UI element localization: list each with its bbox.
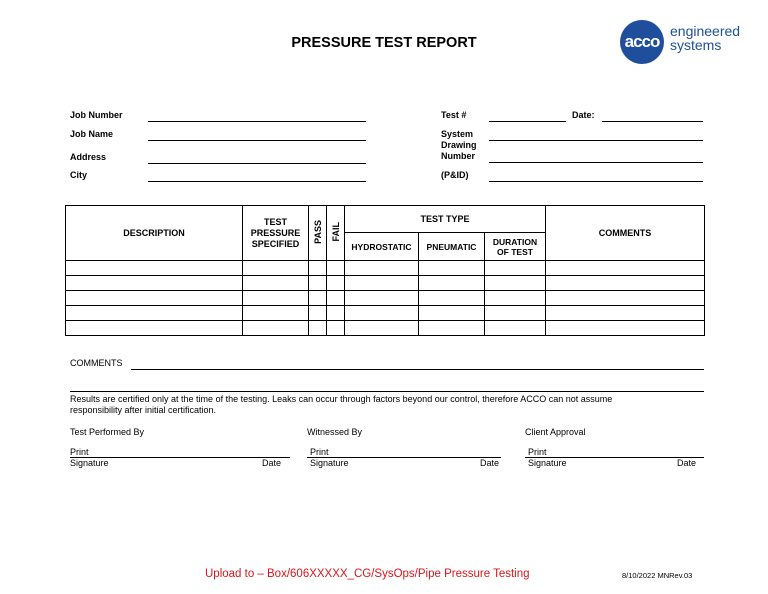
- address-field[interactable]: [148, 163, 366, 164]
- pass-label: PASS: [312, 220, 323, 244]
- signature-label-2: Signature: [310, 458, 349, 468]
- table-row: [66, 261, 705, 276]
- logo-mark: acco: [620, 20, 664, 64]
- test-number-label: Test #: [441, 110, 467, 120]
- table-row: [66, 321, 705, 336]
- comments-field-1[interactable]: [131, 369, 704, 370]
- col-test-pressure: [243, 206, 309, 261]
- system-label-line-1: System: [441, 129, 474, 139]
- col-hydrostatic: HYDROSTATIC: [345, 233, 419, 261]
- duration-line-1: DURATION: [492, 236, 538, 247]
- col-test-type: TEST TYPE: [345, 206, 546, 233]
- print-label-1: Print: [70, 447, 89, 457]
- print-label-3: Print: [528, 447, 547, 457]
- date-label-2: Date: [480, 458, 500, 468]
- col-description: DESCRIPTION: [66, 206, 243, 261]
- fail-label: FAIL: [330, 222, 341, 242]
- col-fail: [327, 206, 345, 261]
- col-duration: [485, 233, 546, 261]
- job-name-label: Job Name: [70, 129, 114, 139]
- page-title: PRESSURE TEST REPORT: [291, 35, 477, 51]
- logo-line-2: systems: [670, 37, 722, 53]
- disclaimer-line-1: Results are certified only at the time of the testing. Leaks can occur through factors beyond our control, therefore ACCO can not assume: [70, 394, 613, 404]
- test-pressure-line-1: TEST: [263, 216, 287, 227]
- signature-label-1: Signature: [70, 458, 109, 468]
- col-pass: [309, 206, 327, 261]
- date-label-1: Date: [262, 458, 282, 468]
- city-field[interactable]: [148, 181, 366, 182]
- print-label-2: Print: [310, 447, 329, 457]
- system-label-line-2: Drawing: [441, 140, 477, 150]
- pid-field[interactable]: [489, 181, 703, 182]
- comments-label: COMMENTS: [70, 358, 123, 368]
- test-pressure-line-3: SPECIFIED: [251, 238, 300, 249]
- table-row: [66, 291, 705, 306]
- comments-field-2[interactable]: [70, 391, 704, 392]
- job-number-field[interactable]: [148, 121, 366, 122]
- date-label: Date:: [572, 110, 595, 120]
- test-pressure-line-2: PRESSURE: [250, 227, 301, 238]
- upload-note: Upload to – Box/606XXXXX_CG/SysOps/Pipe Pressure Testing: [205, 568, 530, 580]
- col-pneumatic: PNEUMATIC: [419, 233, 485, 261]
- system-drawing-label: [441, 129, 477, 162]
- col-comments: COMMENTS: [546, 206, 705, 261]
- system-field-2[interactable]: [489, 162, 703, 163]
- job-number-label: Job Number: [70, 110, 123, 120]
- disclaimer-line-2: responsibility after initial certification.: [70, 405, 217, 415]
- signature-label-3: Signature: [528, 458, 567, 468]
- job-name-field[interactable]: [148, 140, 366, 141]
- duration-line-2: OF TEST: [497, 246, 533, 257]
- test-number-field[interactable]: [489, 121, 566, 122]
- logo-line-1: engineered: [670, 23, 741, 39]
- disclaimer: [70, 394, 710, 416]
- system-field-1[interactable]: [489, 140, 703, 141]
- logo-wordmark: [670, 24, 740, 52]
- date-label-3: Date: [677, 458, 697, 468]
- pid-label: (P&ID): [441, 170, 469, 180]
- table-row: [66, 306, 705, 321]
- date-field[interactable]: [602, 121, 703, 122]
- address-label: Address: [70, 152, 107, 162]
- client-approval-label: Client Approval: [525, 427, 586, 437]
- witnessed-by-label: Witnessed By: [307, 427, 363, 437]
- city-label: City: [70, 170, 88, 180]
- acco-logo: [620, 20, 750, 66]
- test-table: [65, 205, 705, 336]
- table-row: [66, 276, 705, 291]
- performed-by-label: Test Performed By: [70, 427, 145, 437]
- revision-label: 8/10/2022 MNRev.03: [622, 571, 693, 580]
- system-label-line-3: Number: [441, 151, 476, 161]
